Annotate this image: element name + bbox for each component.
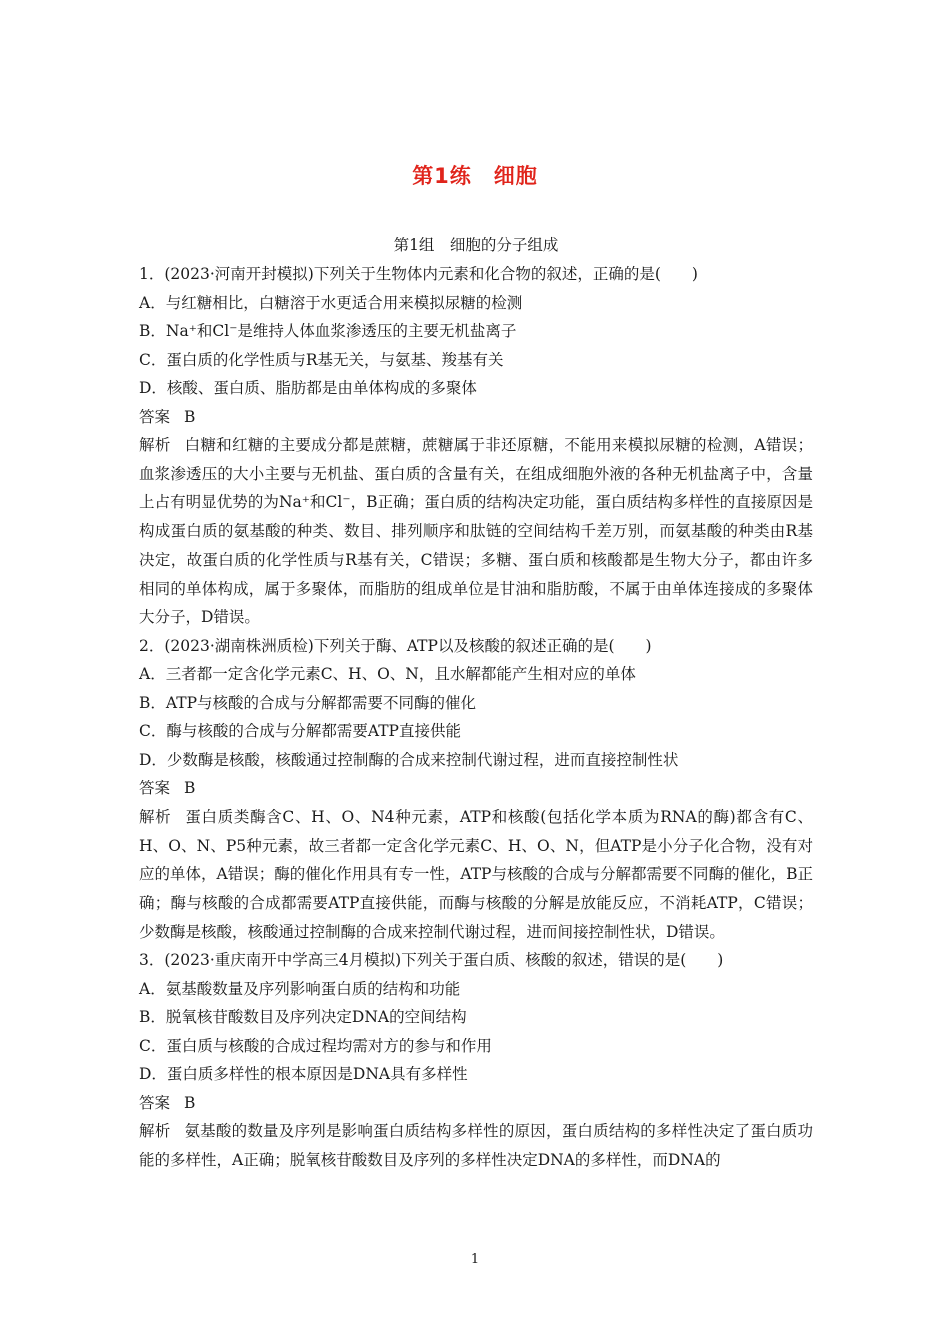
option-b: B．脱氧核苷酸数目及序列决定DNA的空间结构	[139, 1008, 467, 1027]
answer-value: B	[184, 779, 196, 798]
option-a: A．氨基酸数量及序列影响蛋白质的结构和功能	[139, 979, 461, 998]
answer-line	[139, 403, 813, 432]
question-stem: 2．(2023·湖南株洲质检)下列关于酶、ATP以及核酸的叙述正确的是( )	[139, 636, 652, 655]
answer-value: B	[184, 1093, 196, 1112]
option-c: C．蛋白质的化学性质与R基无关，与氨基、羧基有关	[139, 350, 504, 369]
option-d: D．核酸、蛋白质、脂肪都是由单体构成的多聚体	[139, 379, 477, 397]
page-number: 1	[470, 1252, 480, 1267]
question-stem: 3．(2023·重庆南开中学高三4月模拟)下列关于蛋白质、核酸的叙述，错误的是( )	[139, 951, 724, 970]
option-c: C．酶与核酸的合成与分解都需要ATP直接供能	[139, 722, 461, 741]
analysis-text: 蛋白质类酶含C、H、O、N4种元素，ATP和核酸(包括化学本质为RNA的酶)都含有C、H、O、N、P5种元素，故三者都一定含化学元素C、H、O、N，但ATP是小分子化合物，没有对应的单体，A错误；酶的催化作用具有专一性，ATP与核酸的合成与分解都需要不同酶的催化，B正确；酶与核酸的合成都需要ATP直接供能，而酶与核酸的分解是放能反应，不消耗ATP，C错误；少数酶是核酸，核酸通过控制酶的合成来控制代谢过程，进而间接控制性状，D错误。	[139, 807, 813, 941]
analysis	[139, 803, 813, 947]
question-2	[139, 632, 813, 947]
option-a: A．三者都一定含化学元素C、H、O、N，且水解都能产生相对应的单体	[139, 665, 636, 684]
content-body	[139, 232, 813, 1175]
answer-label: 答案	[139, 1093, 171, 1112]
analysis-label: 解析	[139, 807, 172, 826]
group-title: 第1组 细胞的分子组成	[393, 236, 559, 254]
option-a: A．与红糖相比，白糖溶于水更适合用来模拟尿糖的检测	[139, 293, 523, 312]
analysis-text: 氨基酸的数量及序列是影响蛋白质结构多样性的原因，蛋白质结构的多样性决定了蛋白质功能的多样性，A正确；脱氧核苷酸数目及序列的多样性决定DNA的多样性，而DNA的	[139, 1122, 813, 1170]
option-d: D．蛋白质多样性的根本原因是DNA具有多样性	[139, 1065, 468, 1084]
answer-line	[139, 1089, 813, 1118]
analysis-label: 解析	[139, 1122, 171, 1141]
question-3	[139, 946, 813, 1174]
page-title: 第1练 细胞	[412, 164, 538, 188]
answer-label: 答案	[139, 407, 171, 426]
analysis	[139, 1117, 813, 1174]
option-c: C．蛋白质与核酸的合成过程均需对方的参与和作用	[139, 1036, 492, 1055]
question-stem: 1．(2023·河南开封模拟)下列关于生物体内元素和化合物的叙述，正确的是( )	[139, 265, 698, 283]
analysis	[139, 431, 813, 632]
answer-line	[139, 774, 813, 803]
option-b: B．Na⁺和Cl⁻是维持人体血浆渗透压的主要无机盐离子	[139, 322, 517, 340]
question-1	[139, 260, 813, 632]
analysis-text: 白糖和红糖的主要成分都是蔗糖，蔗糖属于非还原糖，不能用来模拟尿糖的检测，A错误；血浆渗透压的大小主要与无机盐、蛋白质的含量有关，在组成细胞外液的各种无机盐离子中，含量上占有明显优势的为Na⁺和Cl⁻，B正确；蛋白质的结构决定功能，蛋白质结构多样性的直接原因是构成蛋白质的氨基酸的种类、数目、排列顺序和肽链的空间结构千差万别，而氨基酸的种类由R基决定，故蛋白质的化学性质与R基有关，C错误；多糖、蛋白质和核酸都是生物大分子，都由许多相同的单体构成，属于多聚体，而脂肪的组成单位是甘油和脂肪酸，不属于由单体连接成的多聚体大分子，D错误。	[139, 436, 813, 627]
option-d: D．少数酶是核酸，核酸通过控制酶的合成来控制代谢过程，进而直接控制性状	[139, 750, 679, 769]
answer-label: 答案	[139, 779, 171, 798]
analysis-label: 解析	[139, 436, 171, 454]
option-b: B．ATP与核酸的合成与分解都需要不同酶的催化	[139, 693, 477, 712]
answer-value: B	[184, 407, 196, 426]
